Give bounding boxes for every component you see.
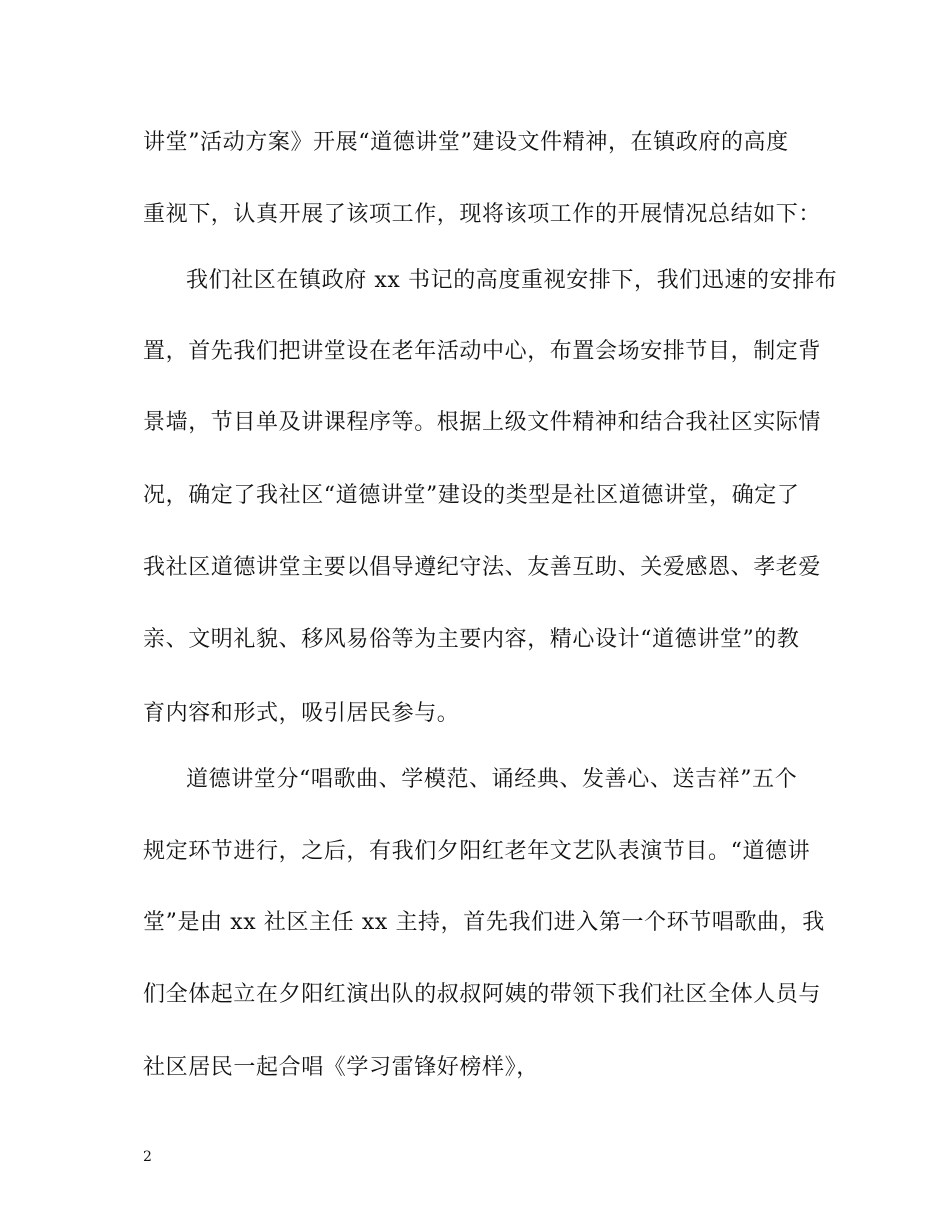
text-line: 置，首先我们把讲堂设在老年活动中心，布置会场安排节目，制定背	[143, 339, 822, 364]
text-line: 育内容和形式，吸引居民参与。	[143, 701, 460, 726]
text-line: 我社区道德讲堂主要以倡导遵纪守法、友善互助、关爱感恩、孝老爱	[143, 555, 822, 580]
paragraph-start-line: 我们社区在镇政府 xx 书记的高度重视安排下，我们迅速的安排布	[186, 268, 838, 293]
text-line: 景墙，节目单及讲课程序等。根据上级文件精神和结合我社区实际情	[143, 410, 822, 435]
text-line: 堂”是由 xx 社区主任 xx 主持，首先我们进入第一个环节唱歌曲，我	[143, 910, 825, 935]
page-number: 2	[143, 1149, 152, 1165]
paragraph-start-line: 道德讲堂分“唱歌曲、学模范、诵经典、发善心、送吉祥”五个	[186, 767, 798, 792]
text-line: 讲堂”活动方案》开展“道德讲堂”建设文件精神，在镇政府的高度	[143, 130, 789, 155]
text-line: 重视下，认真开展了该项工作，现将该项工作的开展情况总结如下：	[143, 202, 822, 227]
text-line: 规定环节进行，之后，有我们夕阳红老年文艺队表演节目。“道德讲	[143, 839, 811, 864]
text-line: 社区居民一起合唱《学习雷锋好榜样》，	[143, 1055, 539, 1080]
text-line: 们全体起立在夕阳红演出队的叔叔阿姨的带领下我们社区全体人员与	[143, 982, 822, 1007]
text-line: 亲、文明礼貌、移风易俗等为主要内容，精心设计“道德讲堂”的教	[143, 627, 800, 652]
text-line: 况，确定了我社区“道德讲堂”建设的类型是社区道德讲堂，确定了	[143, 483, 800, 508]
